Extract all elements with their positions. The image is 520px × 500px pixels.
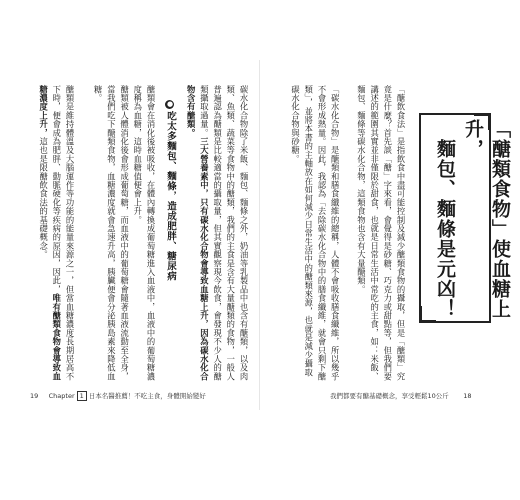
left-paragraph-c-bold: 唯有醣類食物會導致血糖濃度上升， <box>38 85 62 381</box>
left-paragraph-a: 醣類會在消化後被吸收，在體內轉換成葡萄糖進入血液中，血液中的葡萄糖濃度稱為血糖，這時血糖值便會上升。 <box>132 85 156 381</box>
section-heading <box>163 100 177 350</box>
chapter-number: 1 <box>77 391 87 401</box>
left-paragraph-c-text: 醣類是維持體溫及大腦運作等功能的能量來源之一，但當血糖濃度長期居高不下時，便會成為肥胖、動脈硬化等疾病的原因，因此， <box>51 85 75 381</box>
right-page-body <box>285 85 407 385</box>
right-footer-title: 我們都要有醣基礎概念，享受輕鬆10公斤 <box>330 392 449 400</box>
chapter-label: Chapter <box>48 392 75 400</box>
title-line-1: 「醣類食物」使血糖上升， <box>462 119 511 319</box>
left-intro-bold: 三大營養素中，只有碳水化合物會導致血糖上升，因為碳水化合物含有醣類。 <box>186 85 210 381</box>
left-page-number: 19 <box>30 392 39 400</box>
left-intro-paragraph <box>188 85 250 385</box>
left-body <box>75 85 157 385</box>
title-line-2: 麵包、麵條是元凶！ <box>434 139 456 319</box>
heading-bullet-icon: ● <box>166 100 174 109</box>
right-footer <box>330 391 472 400</box>
left-paragraph-c-end: 這也是限醣飲食法的基礎概念。 <box>38 137 49 260</box>
heading-text: 吃太多麵包、麵條，造成肥胖、糖尿病 <box>165 111 176 281</box>
chapter-title: 日本名醫推薦！不吃主食，身體開始變好 <box>88 392 206 400</box>
left-paragraph-b: 醣類被人體消化後會形成葡萄糖，而血液中的葡萄糖會隨著血液流動至全身，當我們吃下醣類食物，血糖濃度就會急速升高，胰臟便會分泌胰島素來降低血糖。 <box>93 85 130 381</box>
left-intro-text: 碳水化合物除了米飯、麵包、麵條之外，奶油等乳製品中也含有醣類，以及肉類、魚類、蔬菜等食物中的醣類，我們的主食是含有大量醣類的食物，一般人普遍認為醣類是比較適當的攝取量，但其實觀察現今飲食，會發現不少人的醣類攝取過量。 <box>199 85 249 381</box>
left-paragraph-c <box>28 85 76 385</box>
right-paragraph-1: 「醣飲食法」是指飲食中盡可能控制及減少醣類食物的攝取，但是「醣類」究竟是什麼？首先談「醣」字來看，會覺得是砂糖、巧克力或甜點等，但我們要講述的範圍其實並非僅限於甜食，也就是日常生活中常吃的主食，如：米飯、麵包、麵條等碳水化合物，這類食物也含有大量醣類。 <box>356 85 406 381</box>
page-gutter <box>259 60 260 410</box>
right-paragraph-2: 「碳水化合物」是醣類和膳食纖維的總稱，人體不會吸收膳食纖維，所以幾乎不會形成熱量。因此，我認為「去除碳水化合物中的膳食纖維，就會只剩下醣類」，並將本書的主軸放在如何減少日常生活中的醣類來源，也就是減少攝取碳水化合物與砂糖。 <box>290 85 341 381</box>
left-footer <box>30 391 206 401</box>
right-page-number: 18 <box>463 392 472 400</box>
